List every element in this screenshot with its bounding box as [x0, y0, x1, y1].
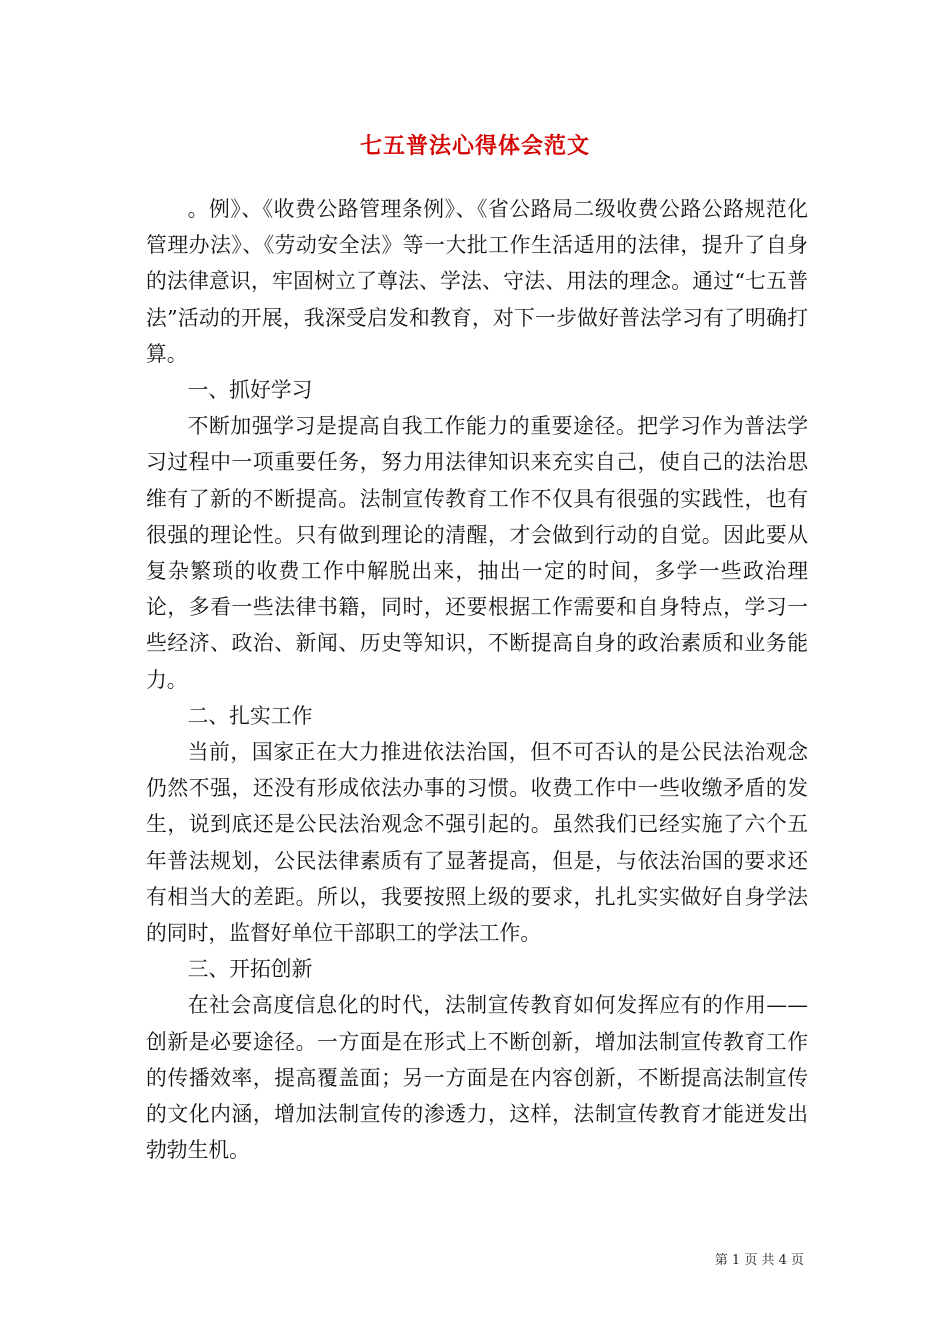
section-heading-2: 二、扎实工作 — [187, 703, 313, 728]
section-heading-3: 三、开拓创新 — [187, 957, 313, 982]
paragraph-section-2: 当前，国家正在大力推进依法治国，但不可否认的是公民法治观念仍然不强，还没有形成依法办事的习惯。收费工作中一些收缴矛盾的发生，说到底还是公民法治观念不强引起的。虽然我们已经实施了六个五年普法规划，公民法律素质有了显著提高，但是，与依法治国的要求还有相当大的差距。所以，我要按照上级的要求，扎扎实实做好自身学法的同时，监督好单位干部职工的学法工作。 — [146, 740, 808, 946]
document-title: 七五普法心得体会范文 — [359, 133, 590, 159]
paragraph-section-1: 不断加强学习是提高自我工作能力的重要途径。把学习作为普法学习过程中一项重要任务，努力用法律知识来充实自己，使自己的法治思维有了新的不断提高。法制宣传教育工作不仅具有很强的实践性，也有很强的理论性。只有做到理论的清醒，才会做到行动的自觉。因此要从复杂繁琐的收费工作中解脱出来，抽出一定的时间，多学一些政治理论，多看一些法律书籍，同时，还要根据工作需要和自身特点，学习一些经济、政治、新闻、历史等知识，不断提高自身的政治素质和业务能力。 — [146, 414, 808, 692]
paragraph-intro: 。例》、《收费公路管理条例》、《省公路局二级收费公路公路规范化管理办法》、《劳动安全法》等一大批工作生活适用的法律，提升了自身的法律意识，牢固树立了尊法、学法、守法、用法的理念。通过“七五普法”活动的开展，我深受启发和教育，对下一步做好普法学习有了明确打算。 — [146, 197, 808, 366]
paragraph-section-3: 在社会高度信息化的时代，法制宣传教育如何发挥应有的作用——创新是必要途径。一方面是在形式上不断创新，增加法制宣传教育工作的传播效率，提高覆盖面；另一方面是在内容创新，不断提高法制宣传的文化内涵，增加法制宣传的渗透力，这样，法制宣传教育才能迸发出勃勃生机。 — [146, 993, 808, 1163]
document-body — [146, 191, 808, 1168]
page-number: 第 1 页 共 4 页 — [714, 1253, 804, 1268]
section-heading-1: 一、抓好学习 — [187, 378, 313, 403]
